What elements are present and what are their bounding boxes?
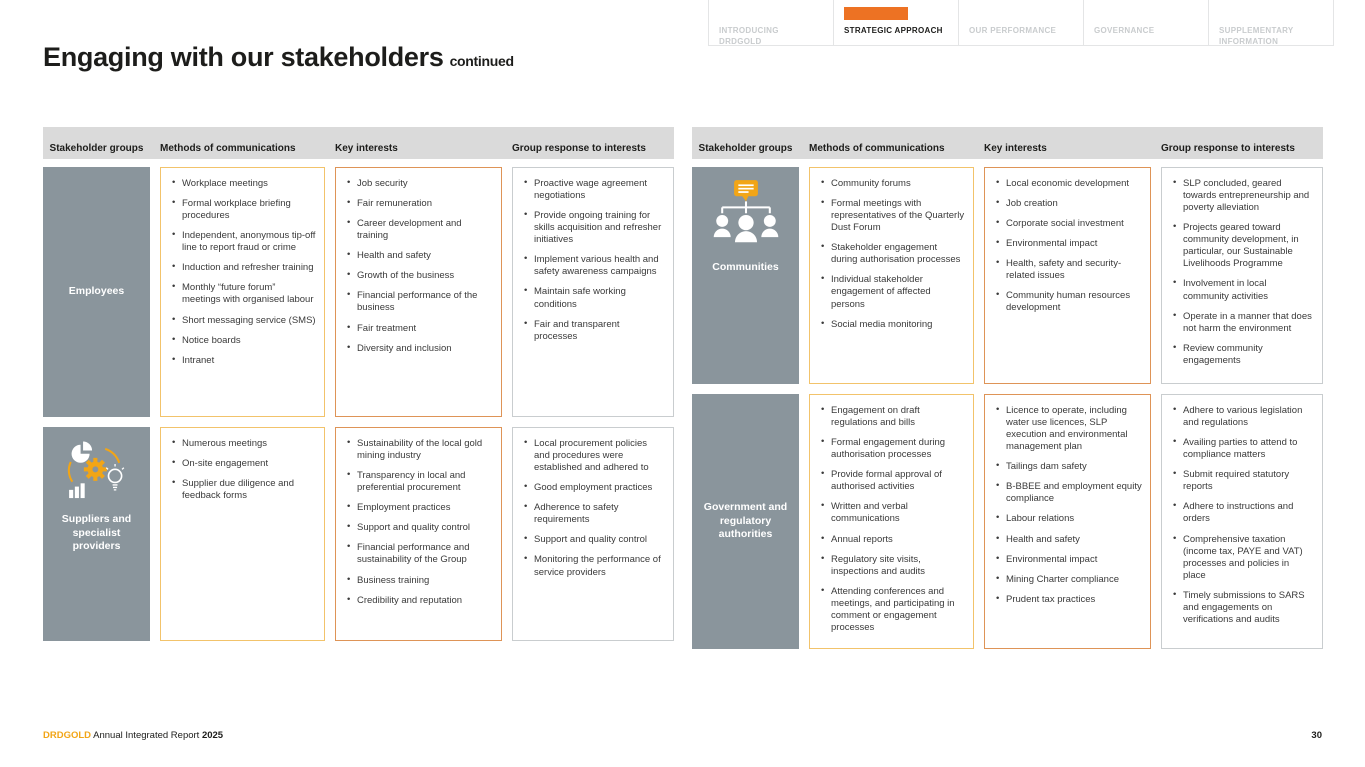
column-header: Methods of communications xyxy=(809,142,945,154)
bullet-item: • Transparency in local and preferential procurement xyxy=(346,470,493,494)
bullet-item: • Health, safety and security-related issues xyxy=(995,258,1142,282)
bullet-item: • Environmental impact xyxy=(995,238,1142,250)
table-row-employees xyxy=(43,167,674,417)
bullet-item: • Tailings dam safety xyxy=(995,461,1142,473)
bullet-item: • Support and quality control xyxy=(523,534,665,546)
bullet-item: • Regulatory site visits, inspections and audits xyxy=(820,554,965,578)
methods-cell xyxy=(160,167,325,417)
bullet-item: • Involvement in local community activities xyxy=(1172,278,1314,302)
bullet-item: • Formal engagement during authorisation processes xyxy=(820,437,965,461)
bullet-item: • Fair remuneration xyxy=(346,198,493,210)
stakeholder-cell-government xyxy=(692,394,799,649)
tab-supplementary-information[interactable] xyxy=(1208,0,1334,45)
bullet-item: • Formal meetings with representatives of the Quarterly Dust Forum xyxy=(820,198,965,234)
bullet-item: • Prudent tax practices xyxy=(995,594,1142,606)
bullet-item: • On-site engagement xyxy=(171,458,316,470)
group-response-cell xyxy=(512,167,674,417)
stakeholder-tables xyxy=(43,127,1323,649)
bullet-item: • Short messaging service (SMS) xyxy=(171,315,316,327)
bullet-item: • Local procurement policies and procedures were established and adhered to xyxy=(523,438,665,474)
bullet-item: • Written and verbal communications xyxy=(820,501,965,525)
bullet-item: • Adhere to instructions and orders xyxy=(1172,501,1314,525)
tab-label: OUR PERFORMANCE xyxy=(969,26,1057,35)
tab-label: STRATEGIC APPROACH xyxy=(844,26,943,35)
bullet-item: • Provide formal approval of authorised activities xyxy=(820,469,965,493)
bullet-item: • Employment practices xyxy=(346,502,493,514)
bullet-item: • Availing parties to attend to compliance matters xyxy=(1172,437,1314,461)
table-row-government xyxy=(692,394,1323,649)
report-identifier xyxy=(43,730,223,741)
bullet-item: • Supplier due diligence and feedback forms xyxy=(171,478,316,502)
stakeholder-cell-suppliers xyxy=(43,427,150,641)
bullet-item: • B-BBEE and employment equity compliance xyxy=(995,481,1142,505)
key-interests-cell xyxy=(335,167,502,417)
active-tab-indicator xyxy=(719,7,783,20)
bullet-item: • Induction and refresher training xyxy=(171,262,316,274)
bullet-item: • Adherence to safety requirements xyxy=(523,502,665,526)
tab-introducing-drdgold[interactable] xyxy=(708,0,833,45)
key-interests-cell xyxy=(984,167,1151,384)
bullet-item: • Environmental impact xyxy=(995,554,1142,566)
suppliers-icon xyxy=(64,439,130,503)
bullet-item: • Workplace meetings xyxy=(171,178,316,190)
bullet-item: • Proactive wage agreement negotiations xyxy=(523,178,665,202)
stakeholder-group-label: Communities xyxy=(712,261,779,273)
table-header-row xyxy=(43,127,674,159)
bullet-item: • Numerous meetings xyxy=(171,438,316,450)
bullet-item: • Maintain safe working conditions xyxy=(523,286,665,310)
bullet-item: • Implement various health and safety awareness campaigns xyxy=(523,254,665,278)
bullet-item: • Licence to operate, including water use licences, SLP execution and environmental management plan xyxy=(995,405,1142,453)
table-header-row xyxy=(692,127,1323,159)
bullet-item: • Career development and training xyxy=(346,218,493,242)
page-title xyxy=(43,42,514,73)
bullet-item: • Sustainability of the local gold mining industry xyxy=(346,438,493,462)
bullet-item: • Mining Charter compliance xyxy=(995,574,1142,586)
page-number: 30 xyxy=(1311,730,1322,741)
active-tab-indicator xyxy=(1219,7,1283,20)
bullet-item: • Growth of the business xyxy=(346,270,493,282)
bullet-item: • Diversity and inclusion xyxy=(346,343,493,355)
tab-label: INTRODUCING DRDGOLD xyxy=(719,26,779,47)
stakeholder-cell-employees xyxy=(43,167,150,417)
bullet-item: • Health and safety xyxy=(346,250,493,262)
bullet-item: • Local economic development xyxy=(995,178,1142,190)
key-interests-cell xyxy=(335,427,502,641)
bullet-item: • Engagement on draft regulations and bills xyxy=(820,405,965,429)
bullet-item: • Provide ongoing training for skills acquisition and refresher initiatives xyxy=(523,210,665,246)
bullet-item: • Monthly “future forum” meetings with organised labour xyxy=(171,282,316,306)
bullet-item: • Credibility and reputation xyxy=(346,595,493,607)
tab-label: GOVERNANCE xyxy=(1094,26,1155,35)
bullet-item: • Formal workplace briefing procedures xyxy=(171,198,316,222)
bullet-item: • Community human resources development xyxy=(995,290,1142,314)
bullet-item: • Financial performance and sustainability of the Group xyxy=(346,542,493,566)
stakeholder-group-label: Suppliers and specialist providers xyxy=(61,513,132,553)
bullet-item: • Job creation xyxy=(995,198,1142,210)
stakeholder-group-label: Employees xyxy=(68,285,125,298)
stakeholder-table-right xyxy=(692,127,1323,649)
section-nav xyxy=(708,0,1334,46)
column-header: Stakeholder groups xyxy=(698,142,793,154)
report-year: 2025 xyxy=(201,730,224,741)
bullet-item: • SLP concluded, geared towards entrepreneurship and poverty alleviation xyxy=(1172,178,1314,214)
bullet-item: • Attending conferences and meetings, and participating in comment or engagement processes xyxy=(820,586,965,634)
page-title-suffix: continued xyxy=(449,53,514,69)
column-header: Group response to interests xyxy=(512,142,646,154)
stakeholder-group-label: Government and regulatory authorities xyxy=(703,501,788,541)
methods-cell xyxy=(809,394,974,649)
communities-icon xyxy=(712,179,780,251)
column-header: Methods of communications xyxy=(160,142,296,154)
bullet-item: • Monitoring the performance of service providers xyxy=(523,554,665,578)
page-footer xyxy=(43,730,1322,741)
bullet-item: • Notice boards xyxy=(171,335,316,347)
bullet-item: • Fair treatment xyxy=(346,323,493,335)
report-title: Annual Integrated Report xyxy=(93,730,200,741)
bullet-item: • Support and quality control xyxy=(346,522,493,534)
bullet-item: • Independent, anonymous tip-off line to report fraud or crime xyxy=(171,230,316,254)
tab-our-performance[interactable] xyxy=(958,0,1083,45)
bullet-item: • Health and safety xyxy=(995,534,1142,546)
group-response-cell xyxy=(512,427,674,641)
bullet-item: • Corporate social investment xyxy=(995,218,1142,230)
active-tab-indicator xyxy=(969,7,1033,20)
group-response-cell xyxy=(1161,394,1323,649)
bullet-item: • Business training xyxy=(346,575,493,587)
bullet-item: • Good employment practices xyxy=(523,482,665,494)
column-header: Group response to interests xyxy=(1161,142,1295,154)
column-header: Key interests xyxy=(335,142,398,154)
table-row-communities xyxy=(692,167,1323,384)
active-tab-indicator xyxy=(844,7,908,20)
bullet-item: • Labour relations xyxy=(995,513,1142,525)
stakeholder-cell-communities xyxy=(692,167,799,384)
bullet-item: • Review community engagements xyxy=(1172,343,1314,367)
bullet-item: • Community forums xyxy=(820,178,965,190)
stakeholder-table-left xyxy=(43,127,674,649)
bullet-item: • Financial performance of the business xyxy=(346,290,493,314)
group-response-cell xyxy=(1161,167,1323,384)
column-header: Key interests xyxy=(984,142,1047,154)
bullet-item: • Operate in a manner that does not harm the environment xyxy=(1172,311,1314,335)
bullet-item: • Intranet xyxy=(171,355,316,367)
methods-cell xyxy=(809,167,974,384)
bullet-item: • Annual reports xyxy=(820,534,965,546)
bullet-item: • Timely submissions to SARS and engagements on verifications and audits xyxy=(1172,590,1314,626)
active-tab-indicator xyxy=(1094,7,1158,20)
bullet-item: • Social media monitoring xyxy=(820,319,965,331)
key-interests-cell xyxy=(984,394,1151,649)
tab-governance[interactable] xyxy=(1083,0,1208,45)
bullet-item: • Stakeholder engagement during authorisation processes xyxy=(820,242,965,266)
bullet-item: • Fair and transparent processes xyxy=(523,319,665,343)
brand-name: DRDGOLD xyxy=(43,730,92,741)
bullet-item: • Adhere to various legislation and regulations xyxy=(1172,405,1314,429)
tab-strategic-approach[interactable] xyxy=(833,0,958,45)
table-row-suppliers xyxy=(43,427,674,641)
tab-label: SUPPLEMENTARY INFORMATION xyxy=(1219,26,1294,47)
bullet-item: • Projects geared toward community development, in particular, our Sustainable Livelihoods Programme xyxy=(1172,222,1314,270)
bullet-item: • Job security xyxy=(346,178,493,190)
bullet-item: • Individual stakeholder engagement of affected persons xyxy=(820,274,965,310)
bullet-item: • Submit required statutory reports xyxy=(1172,469,1314,493)
page-title-main: Engaging with our stakeholders xyxy=(43,42,444,72)
bullet-item: • Comprehensive taxation (income tax, PAYE and VAT) processes and policies in place xyxy=(1172,534,1314,582)
column-header: Stakeholder groups xyxy=(49,142,144,154)
methods-cell xyxy=(160,427,325,641)
